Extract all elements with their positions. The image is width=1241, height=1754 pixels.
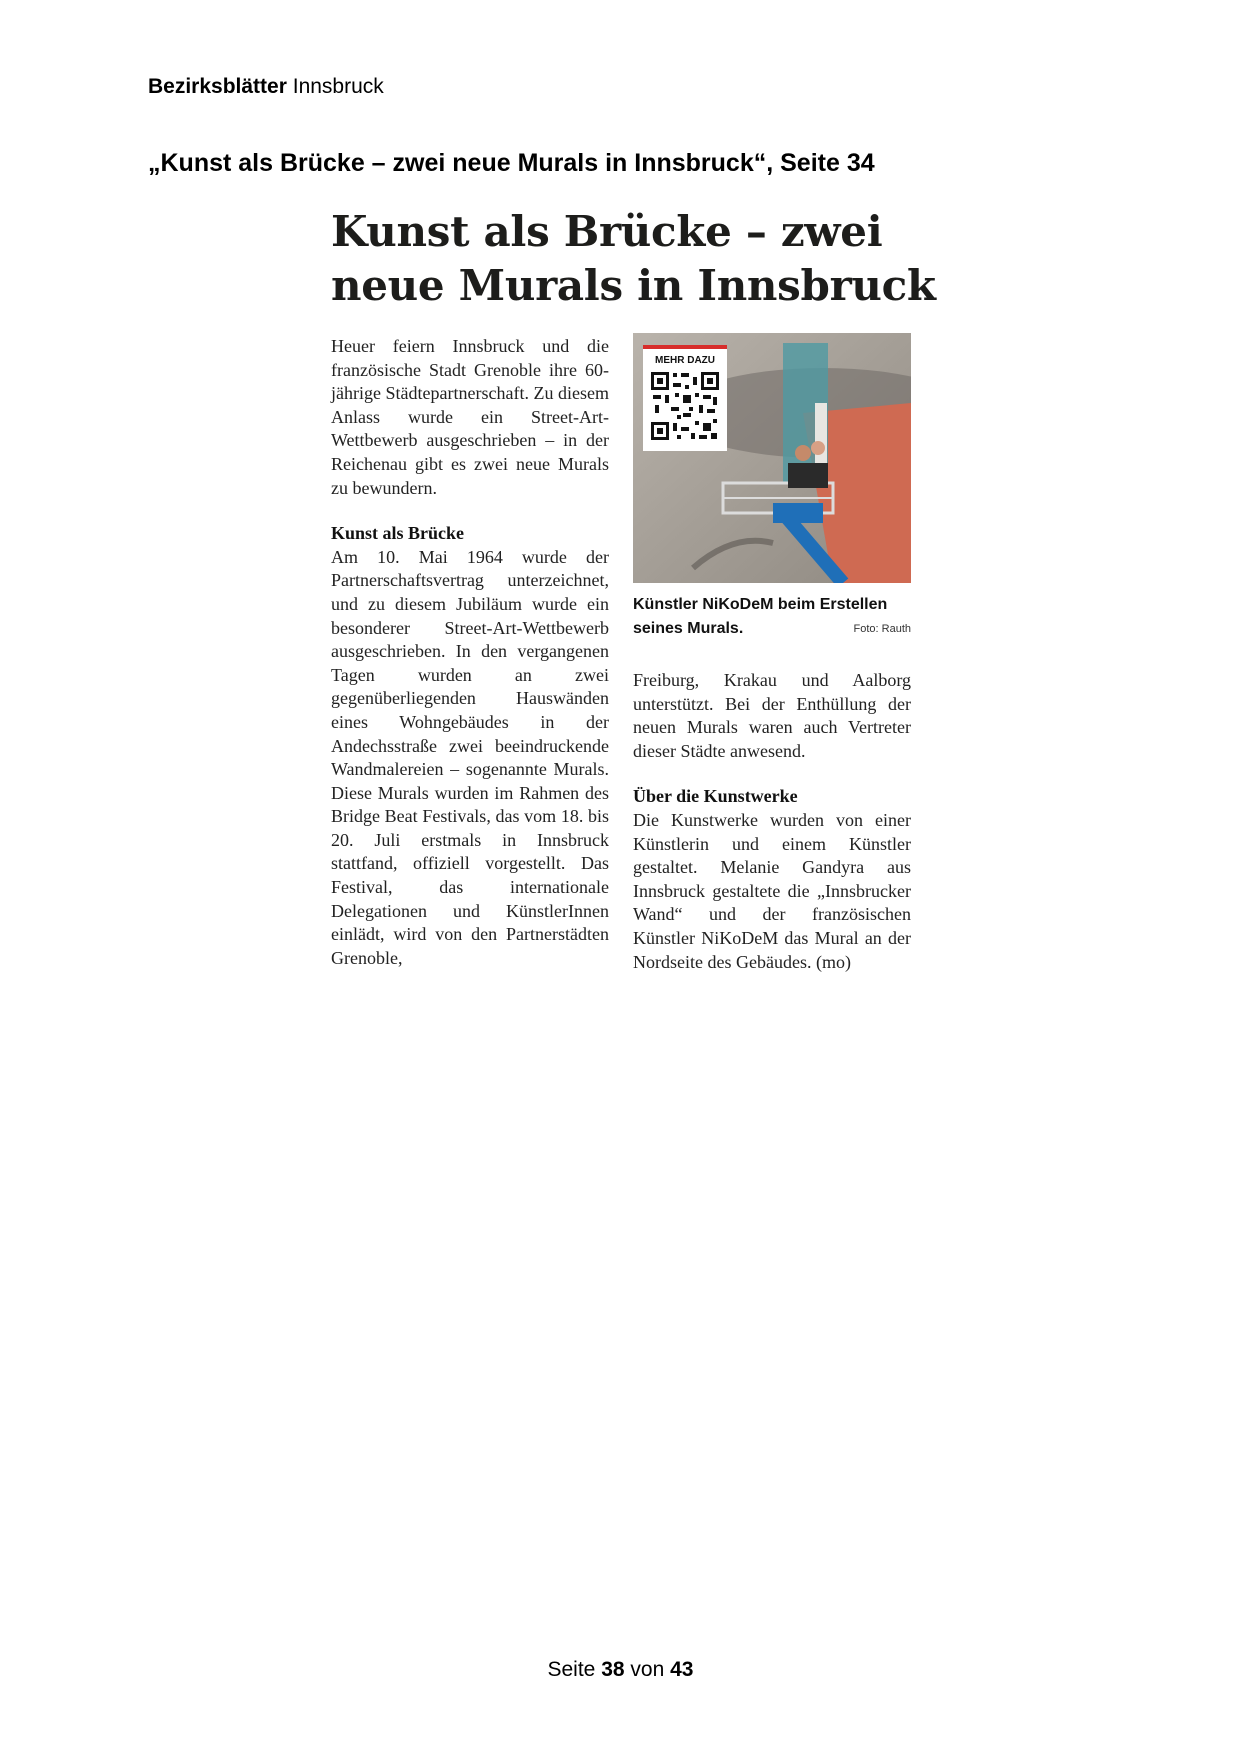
subheading-kunst-als-bruecke: Kunst als Brücke xyxy=(331,523,465,544)
column-right xyxy=(633,669,911,974)
page-prefix: Seite xyxy=(547,1658,596,1681)
qr-code-icon xyxy=(650,371,720,441)
article-intro: Heuer feiern Innsbruck und die französische Stadt Grenoble ihre 60-jährige Städtepartnerschaft. Zu diesem Anlass wurde ein Street-Art-Wettbewerb ausgeschrieben – in der Reichenau gibt es zwei neue Murals zu bewundern. xyxy=(331,336,609,498)
headline-line-1: Kunst als Brücke – zwei xyxy=(331,207,883,256)
page-current: 38 xyxy=(601,1658,625,1681)
mural-photo-illustration xyxy=(633,333,911,583)
article-paragraph-2: Freiburg, Krakau und Aalborg unterstützt. Bei der Enthüllung der neuen Murals waren auch Vertreter dieser Städte anwesend. xyxy=(633,670,911,761)
photo-caption xyxy=(633,593,911,641)
photo-credit: Foto: Rauth xyxy=(853,623,911,635)
article-clipping xyxy=(331,205,936,972)
qr-code-box xyxy=(643,345,727,451)
page-total: 43 xyxy=(670,1658,694,1681)
caption-text: Künstler NiKoDeM beim Erstellen seines Murals. xyxy=(633,596,888,637)
qr-label: MEHR DAZU xyxy=(655,355,715,366)
subheading-ueber-die-kunstwerke: Über die Kunstwerke xyxy=(633,786,798,807)
article-photo xyxy=(633,333,911,583)
publication-name xyxy=(148,75,384,99)
article-headline xyxy=(331,205,936,313)
page-number xyxy=(0,1658,1241,1682)
article-reference: „Kunst als Brücke – zwei neue Murals in Innsbruck“, Seite 34 xyxy=(148,149,875,177)
publication-name-bold: Bezirksblätter xyxy=(148,75,287,98)
column-left xyxy=(331,335,609,970)
article-paragraph-3: Die Kunstwerke wurden von einer Künstlerin und einem Künstler gestaltet. Melanie Gandyra aus Innsbruck gestaltete die „Innsbrucker Wand“ und der französischen Künstler NiKoDeM das Mural an der Nordseite des Gebäudes. (mo) xyxy=(633,809,911,972)
publication-name-region: Innsbruck xyxy=(292,75,384,98)
page-middle: von xyxy=(630,1658,665,1681)
article-paragraph-1: Am 10. Mai 1964 wurde der Partnerschaftsvertrag unterzeichnet, und zu diesem Jubiläum wurde ein besonderer Street-Art-Wettbewerb ausgeschrieben. In den vergangenen Tagen wurden an zwei gegenüberliegenden Hauswänden eines Wohngebäudes in der Andechsstraße zwei beeindruckende Wandmalereien – sogenannte Murals. Diese Murals wurden im Rahmen des Bridge Beat Festivals, das vom 18. bis 20. Juli erstmals in Innsbruck stattfand, offiziell vorgestellt. Das Festival, das internationale Delegationen und KünstlerInnen einlädt, wird von den Partnerstädten Grenoble, xyxy=(331,546,609,968)
headline-line-2: neue Murals in Innsbruck xyxy=(331,261,936,310)
